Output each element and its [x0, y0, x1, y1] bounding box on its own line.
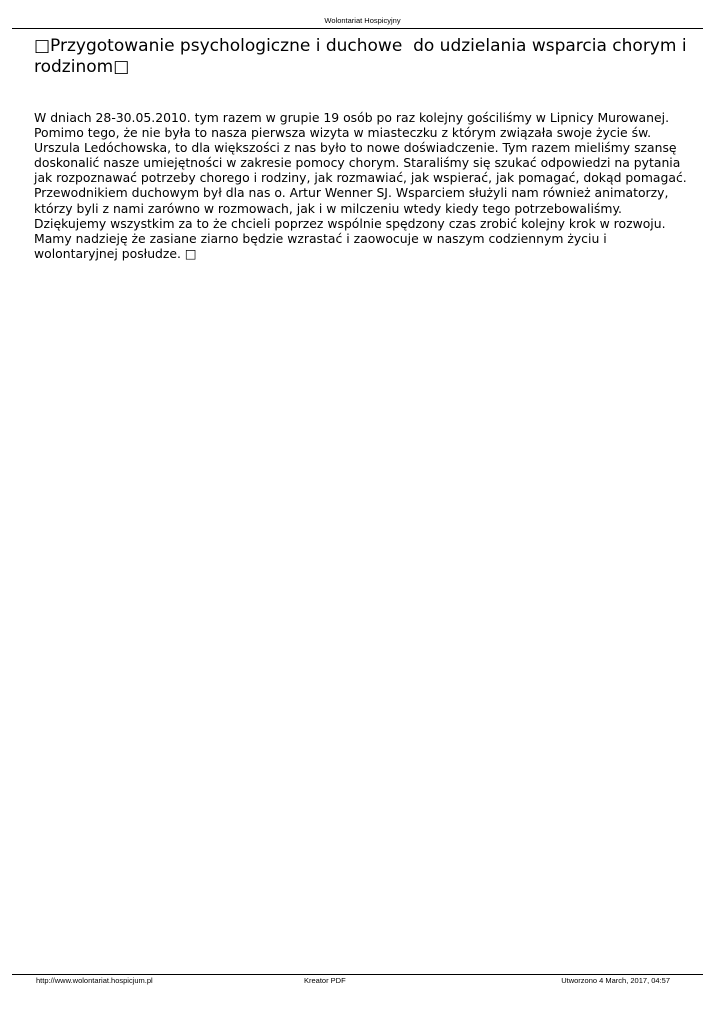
page-header: Wolontariat Hospicyjny — [324, 16, 401, 25]
body-line: Dziękujemy wszystkim za to że chcieli poprzez wspólnie spędzony czas zrobić kolejny krok w rozwoju. — [34, 215, 666, 231]
body-line: jak rozpoznawać potrzeby chorego i rodziny, jak rozmawiać, jak wspierać, jak pomagać, dokąd pomagać. — [34, 170, 687, 186]
header-divider — [12, 28, 703, 29]
body-line: Pomimo tego, że nie była to nasza pierwsza wizyta w miasteczku z którym związała swoje życie św. — [34, 125, 652, 141]
body-line: Urszula Ledóchowska, to dla większości z nas było to nowe doświadczenie. Tym razem mieliśmy szansę — [34, 140, 677, 156]
footer-generator: Kreator PDF — [304, 976, 346, 985]
body-line: Mamy nadzieję że zasiane ziarno będzie wzrastać i zaowocuje w naszym codziennym życiu i — [34, 230, 607, 246]
footer-divider — [12, 974, 703, 975]
body-line: Przewodnikiem duchowym był dla nas o. Artur Wenner SJ. Wsparciem służyli nam również animatorzy, — [34, 185, 669, 201]
article-body — [34, 110, 699, 261]
body-line: W dniach 28-30.05.2010. tym razem w grupie 19 osób po raz kolejny gościliśmy w Lipnicy Murowanej. — [34, 110, 670, 125]
body-line: którzy byli z nami zarówno w rozmowach, jak i w milczeniu wtedy kiedy tego potrzebowaliśmy. — [34, 200, 622, 216]
footer-created-date: Utworzono 4 March, 2017, 04:57 — [561, 976, 670, 985]
body-line: wolontaryjnej posłudze. □ — [34, 245, 197, 261]
article-title: □Przygotowanie psychologiczne i duchowe do udzielania wsparcia chorym i rodzinom□ — [34, 36, 692, 77]
body-line: doskonalić nasze umiejętności w zakresie pomocy chorym. Staraliśmy się szukać odpowiedzi na pytania — [34, 155, 681, 171]
footer-url: http://www.wolontariat.hospicjum.pl — [36, 976, 153, 985]
